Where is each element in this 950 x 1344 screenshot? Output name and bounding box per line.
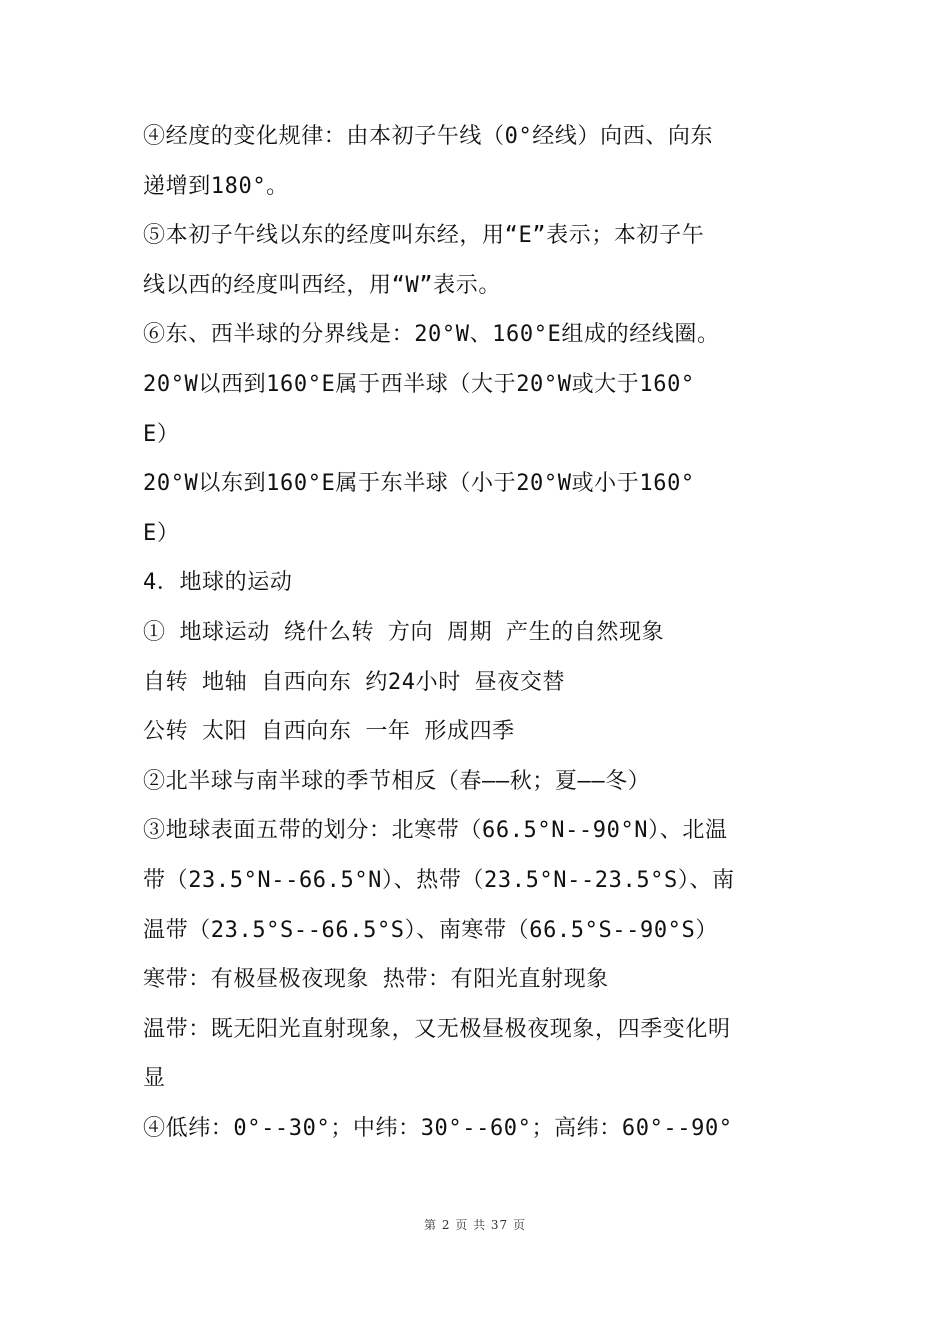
text-line: 寒带：有极昼极夜现象 热带：有阳光直射现象 (143, 967, 609, 993)
text-line: 温带：既无阳光直射现象，又无极昼极夜现象，四季变化明 (143, 1016, 731, 1042)
text-line: E） (143, 421, 180, 447)
text-line: 带（23.5°N--66.5°N）、热带（23.5°N--23.5°S）、南 (143, 867, 735, 893)
text-line: 温带（23.5°S--66.5°S）、南寒带（66.5°S--90°S） (143, 917, 718, 943)
text-line: E） (143, 520, 180, 546)
document-body (143, 112, 823, 1153)
text-line: 自转 地轴 自西向东 约24小时 昼夜交替 (143, 669, 566, 695)
text-line: ⑥东、西半球的分界线是：20°W、160°E组成的经线圈。 (143, 322, 720, 348)
text-line: 线以西的经度叫西经，用“W”表示。 (143, 272, 501, 298)
section-heading: 4．地球的运动 (143, 570, 293, 596)
page-number-footer: 第 2 页 共 37 页 (424, 1218, 526, 1232)
text-line: 显 (143, 1066, 166, 1092)
text-line: ③地球表面五带的划分：北寒带（66.5°N--90°N）、北温 (143, 818, 728, 844)
text-line: 20°W以西到160°E属于西半球（大于20°W或大于160° (143, 371, 695, 397)
text-line: 公转 太阳 自西向东 一年 形成四季 (143, 719, 515, 745)
text-line: ④经度的变化规律：由本初子午线（0°经线）向西、向东 (143, 124, 714, 149)
text-line: ②北半球与南半球的季节相反（春——秋；夏——冬） (143, 768, 651, 794)
text-line: 20°W以东到160°E属于东半球（小于20°W或小于160° (143, 471, 695, 497)
text-line: 递增到180°。 (143, 173, 289, 199)
text-line: ④低纬：0°--30°；中纬：30°--60°；高纬：60°--90° (143, 1115, 733, 1141)
text-line: ⑤本初子午线以东的经度叫东经，用“E”表示；本初子午 (143, 223, 705, 249)
text-line: ① 地球运动 绕什么转 方向 周期 产生的自然现象 (143, 619, 665, 645)
